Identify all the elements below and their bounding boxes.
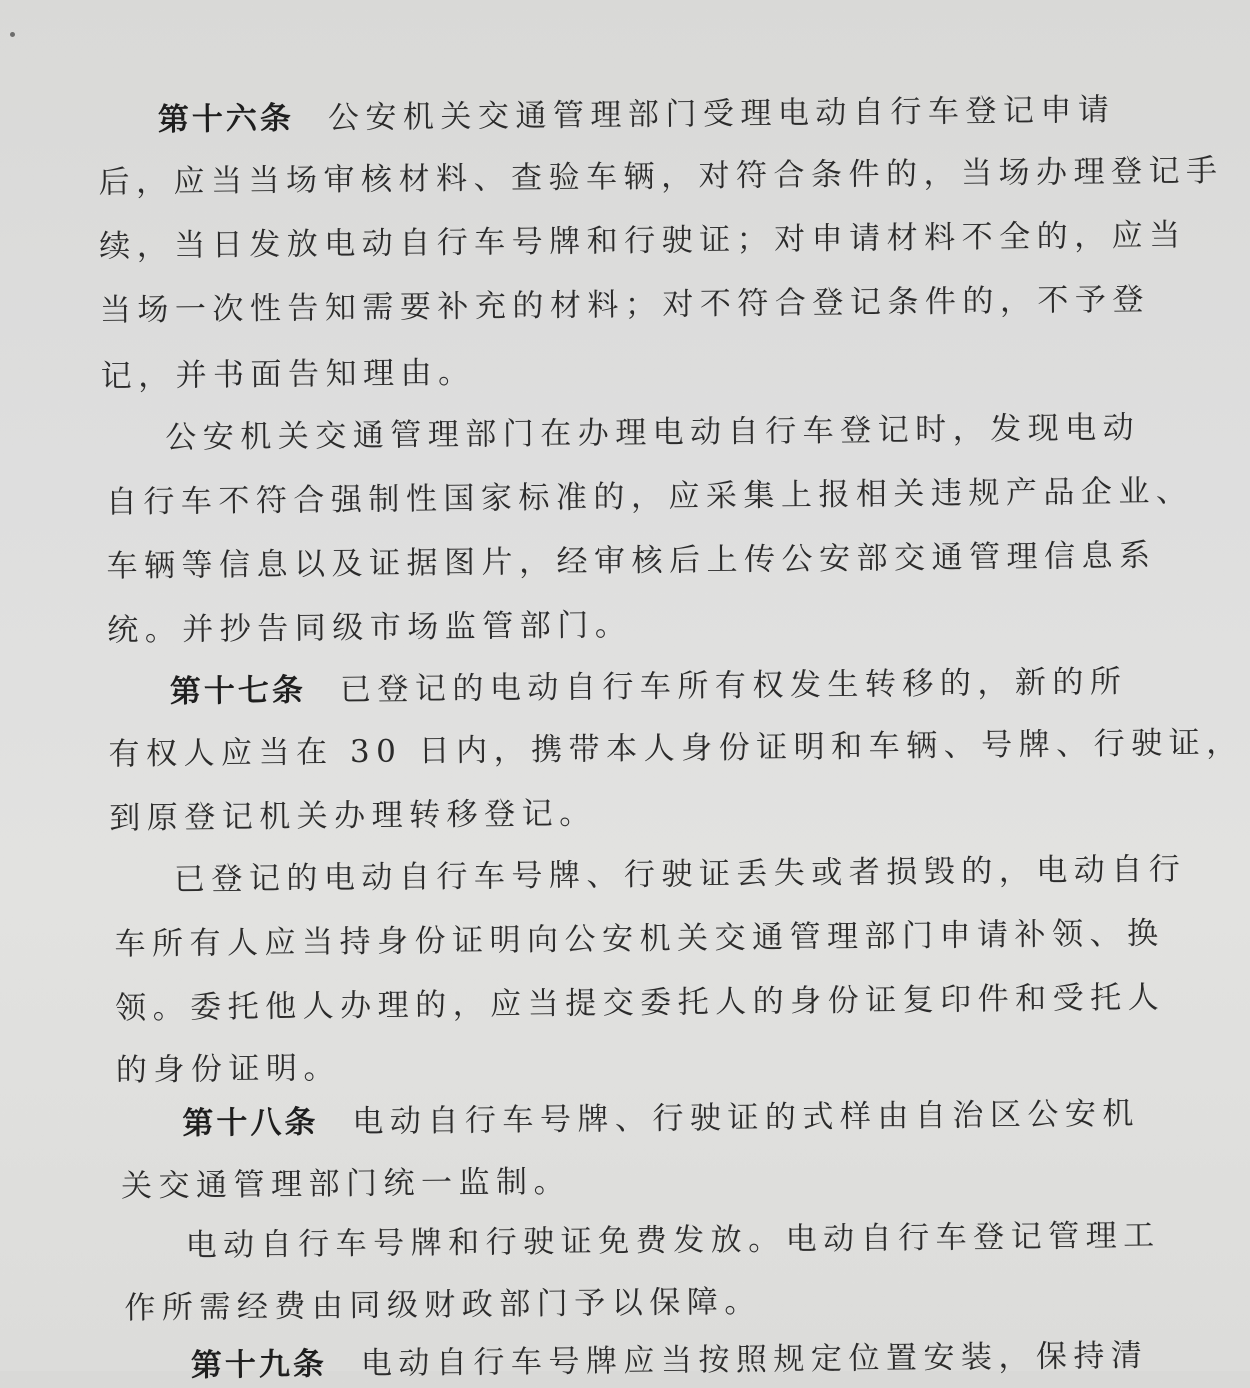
article-19-line-1 [191,1336,1149,1386]
article-18-text-1: 电动自行车号牌、行驶证的式样由自治区公安机 [352,1095,1141,1140]
article-17-p2-line-4: 的身份证明。 [115,1050,342,1089]
article-17-line-2: 有权人应当在 30 日内，携带本人身份证明和车辆、号牌、行驶证， [108,724,1244,773]
article-18-label: 第十八条 [182,1104,319,1142]
article-19-label: 第十九条 [190,1346,328,1384]
article-16-line-3: 续，当日发放电动自行车号牌和行驶证；对申请材料不全的，应当 [99,217,1187,265]
article-18-p2-line-2: 作所需经费由同级财政部门予以保障。 [124,1283,763,1327]
article-17-label: 第十七条 [169,672,307,710]
article-16-p2-line-4: 统。并抄告同级市场监管部门。 [107,607,633,649]
article-16-p2-line-2: 自行车不符合强制性国家标准的，应采集上报相关违规产品企业、 [105,473,1194,521]
article-16-line-1 [158,90,1116,140]
article-16-line-4: 当场一次性告知需要补充的材料；对不符合登记条件的，不予登 [99,281,1151,329]
article-16-line-5: 记，并书面告知理由。 [100,354,476,395]
article-16-label: 第十六条 [157,100,295,138]
article-16-p2-line-3: 车辆等信息以及证据图片，经审核后上传公安部交通管理信息系 [106,537,1157,585]
article-16-line-2: 后，应当当场审核材料、查验车辆，对符合条件的，当场办理登记手 [98,152,1224,201]
article-16-p2-line-1: 公安机关交通管理部门在办理电动自行车登记时，发现电动 [165,409,1141,456]
article-17-p2-line-3: 领。委托他人办理的，应当提交委托人的身份证复印件和受托人 [115,979,1166,1027]
article-17-p2-line-2: 车所有人应当持身份证明向公安机关交通管理部门申请补领、换 [114,915,1165,963]
article-18-line-2: 关交通管理部门统一监制。 [120,1163,572,1205]
article-18-p2-line-1: 电动自行车号牌和行驶证免费发放。电动自行车登记管理工 [185,1217,1161,1264]
article-17-text-1: 已登记的电动自行车所有权发生转移的，新的所 [339,663,1128,709]
article-17-line-1 [170,662,1128,712]
article-16-text-1: 公安机关交通管理部门受理电动自行车登记申请 [327,91,1116,137]
article-18-line-1 [182,1094,1140,1144]
article-17-line-3: 到原登记机关办理转移登记。 [109,795,597,837]
article-17-p2-line-1: 已登记的电动自行车号牌、行驶证丢失或者损毁的，电动自行 [173,851,1187,898]
article-19-text-1: 电动自行车号牌应当按照规定位置安装，保持清 [360,1337,1149,1382]
